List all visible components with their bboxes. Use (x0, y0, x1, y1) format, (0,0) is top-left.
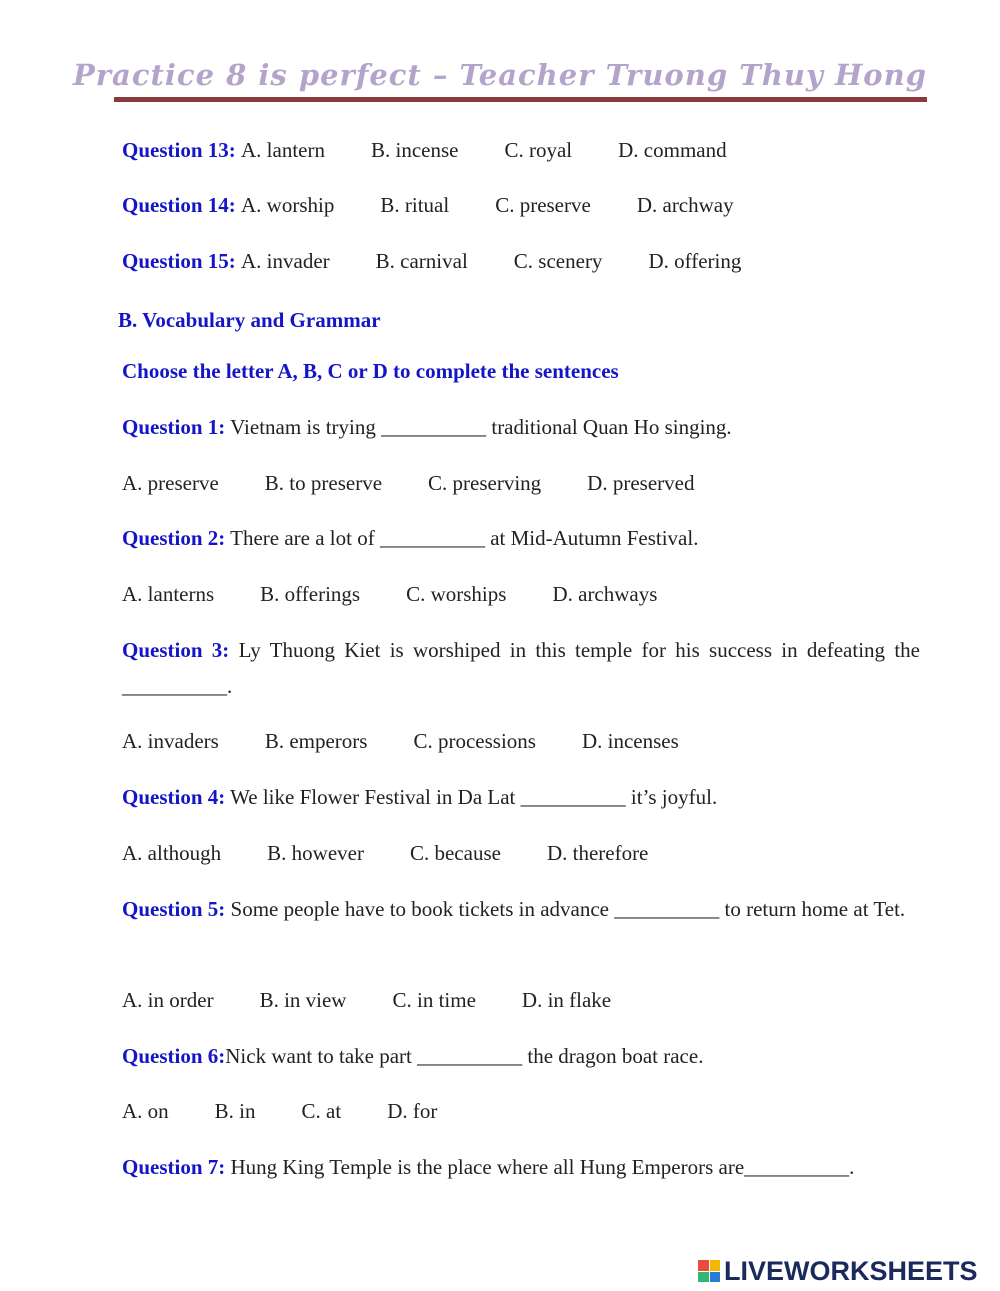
question-label: Question 13: (122, 138, 242, 162)
question-7 (122, 1154, 854, 1180)
header-divider (114, 97, 927, 102)
logo-square-blue (710, 1272, 721, 1283)
option-d[interactable]: D. preserved (587, 471, 695, 495)
option-b[interactable]: B. emperors (264, 729, 368, 753)
question-text: Vietnam is trying __________ traditional Quan Ho singing. (225, 415, 732, 439)
option-c[interactable]: C. scenery (513, 249, 603, 273)
option-a[interactable]: A. invader (241, 249, 330, 273)
option-c[interactable]: C. at (301, 1099, 342, 1123)
option-a[interactable]: A. lantern (241, 138, 325, 162)
option-a[interactable]: A. worship (241, 193, 335, 217)
liveworksheets-logo-text: LIVEWORKSHEETS (724, 1255, 978, 1286)
question-13 (122, 137, 727, 163)
option-d[interactable]: D. in flake (521, 988, 612, 1012)
question-text: Some people have to book tickets in advance __________ to return home at Tet. (225, 897, 906, 921)
question-1 (122, 414, 732, 440)
question-6 (122, 1043, 703, 1069)
question-2 (122, 525, 698, 551)
option-b[interactable]: B. incense (371, 138, 459, 162)
question-4 (122, 784, 717, 810)
question-label: Question 5: (122, 897, 226, 921)
question-label: Question 14: (122, 193, 242, 217)
question-label: Question 15: (122, 249, 242, 273)
question-label: Question 7: (122, 1155, 226, 1179)
question-5-options (122, 987, 611, 1013)
option-d[interactable]: D. therefore (546, 841, 649, 865)
option-b[interactable]: B. carnival (375, 249, 468, 273)
option-c[interactable]: C. preserving (428, 471, 542, 495)
section-instruction: Choose the letter A, B, C or D to complete the sentences (122, 359, 619, 383)
logo-square-yellow (710, 1260, 721, 1271)
option-a[interactable]: A. invaders (122, 729, 219, 753)
question-text: Hung King Temple is the place where all Hung Emperors are__________. (225, 1155, 855, 1179)
section-title: B. Vocabulary and Grammar (118, 308, 381, 332)
option-b[interactable]: B. ritual (380, 193, 450, 217)
question-6-options (122, 1098, 437, 1124)
option-d[interactable]: D. incenses (581, 729, 679, 753)
liveworksheets-logo-icon (698, 1260, 720, 1282)
question-2-options (122, 581, 657, 607)
question-text: There are a lot of __________ at Mid-Autumn Festival. (225, 526, 699, 550)
question-1-options (122, 470, 694, 496)
option-b[interactable]: B. offerings (260, 582, 361, 606)
option-a[interactable]: A. although (122, 841, 222, 865)
option-b[interactable]: B. in view (259, 988, 347, 1012)
option-c[interactable]: C. processions (413, 729, 536, 753)
question-3 (122, 632, 920, 704)
question-text: We like Flower Festival in Da Lat __________ it’s joyful. (225, 785, 718, 809)
option-a[interactable]: A. in order (122, 988, 214, 1012)
question-text: Ly Thuong Kiet is worshiped in this temple for his success in defeating the __________. (122, 638, 920, 698)
option-c[interactable]: C. worships (406, 582, 507, 606)
option-d[interactable]: D. offering (648, 249, 742, 273)
question-label: Question 2: (122, 526, 226, 550)
option-d[interactable]: D. archways (552, 582, 658, 606)
option-c[interactable]: C. because (409, 841, 501, 865)
option-c[interactable]: C. preserve (495, 193, 591, 217)
logo-square-red (698, 1260, 709, 1271)
question-5 (122, 891, 920, 927)
option-a[interactable]: A. preserve (122, 471, 219, 495)
question-label: Question 6: (122, 1044, 226, 1068)
option-c[interactable]: C. royal (504, 138, 573, 162)
logo-square-green (698, 1272, 709, 1283)
question-label: Question 4: (122, 785, 226, 809)
option-b[interactable]: B. in (214, 1099, 256, 1123)
option-d[interactable]: D. for (387, 1099, 438, 1123)
question-text: Nick want to take part __________ the dragon boat race. (225, 1044, 704, 1068)
option-c[interactable]: C. in time (392, 988, 476, 1012)
question-label: Question 3: (122, 638, 230, 662)
question-3-options (122, 728, 679, 754)
question-label: Question 1: (122, 415, 226, 439)
option-a[interactable]: A. on (122, 1099, 169, 1123)
option-b[interactable]: B. however (267, 841, 364, 865)
option-d[interactable]: D. command (618, 138, 727, 162)
page-header-title: Practice 8 is perfect – Teacher Truong Thuy Hong (72, 58, 928, 92)
question-15 (122, 248, 741, 274)
question-14 (122, 192, 734, 218)
option-a[interactable]: A. lanterns (122, 582, 215, 606)
option-d[interactable]: D. archway (636, 193, 734, 217)
question-4-options (122, 840, 648, 866)
option-b[interactable]: B. to preserve (264, 471, 383, 495)
liveworksheets-logo[interactable] (698, 1256, 996, 1286)
